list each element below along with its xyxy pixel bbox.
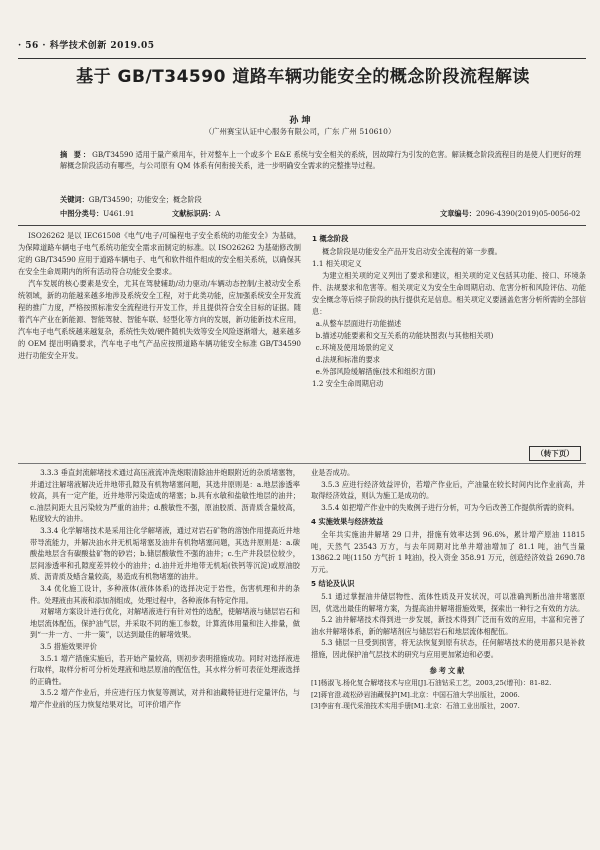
clc-number xyxy=(60,209,134,219)
paragraph: 5.1 通过掌握油井储层物性、流体性质及开发状况，可以准确判断出油井堵塞原因，优选出最佳的解堵方案，为提高油井解堵措施效果，探索出一种行之有效的方法。 xyxy=(311,591,585,613)
doc-code-value: A xyxy=(215,209,221,218)
list-item: d.法规和标准的要求 xyxy=(315,355,380,364)
reference-item: [3]李宙有.现代采油技术实用手册[M].北京：石油工业出版社，2007. xyxy=(311,702,520,711)
keywords-text: GB/T34590；功能安全；概念阶段 xyxy=(88,195,202,204)
article-no-value: 2096-4390(2019)05-0056-02 xyxy=(475,209,581,218)
paragraph: 汽车发展的核心要素是安全，尤其在驾驶辅助/动力驱动/车辆动态控制/主被动安全系统领域，新的功能越来越多地涉及系统安全工程，对于此类功能，应加强系统安全开发流程的推广力度，严格按照标准安全流程进行开发工作，并且提供符合安全目标的证据。随着汽车产业在新能源、智能驾驶、智能车联、轻型化等方向的发展，新功能新技术应用，汽车电子电气系统越来越复杂，系统性失效/硬件随机失效等安全风险逐渐增大，越来越多的 OEM 提出明确要求，汽车电子电气产品应按照道路车辆功能安全标准 GB/T34590 进行功能安全开发。 xyxy=(18,279,301,360)
keywords xyxy=(60,195,202,205)
paragraph: 5.2 油井解堵技术得到进一步发展，新技术得到广泛而有效的应用，丰富和完善了油水井解堵体系，新的解堵剂应与储层岩石和地层流体相配伍。 xyxy=(311,615,585,636)
list-item: b.描述功能要素和交互关系的功能块图表(与其他相关项) xyxy=(315,331,494,340)
paragraph: 对解堵方案设计进行优化，对解堵液进行有针对性的选配，使解堵液与储层岩石和地层流体配伍，保护油气层，并采取不同的施工参数，计算流体用量和注入排量，做到“一井一方、一井一策”，以达到最佳的解堵效果。 xyxy=(30,607,300,640)
paragraph: 3.3.3 垂直封流解堵技术通过高压液流冲洗炮眼清除油井炮眼附近的杂质堵塞物，并通过注解堵液解决近井地带孔隙及有机物堵塞问题，其选井原则是：a.地层渗透率较高，具有一定产能，近井地带污染造成的堵塞；b.具有水敏和盐敏性地层的油井；c.油层间距大且污染较为严重的油井；d.酸敏性不强，原油胶质、沥青质含量较高，粘度较大的油井。 xyxy=(30,468,300,524)
abstract-text: GB/T34590 适用于量产乘用车，针对整车上一个或多个 E&E 系统与安全相关的系统，因故障行为引发的危害。解读概念阶段流程目的是使人们更好的理解概念阶段活动有哪些，与公司原有 QM 体系有何衔接关系，进一步明确安全需求的完整推导过程。 xyxy=(60,150,581,170)
paragraph: 全年共实施油井解堵 29 口井，措施有效率达到 96.6%，累计增产原油 11815 吨，天然气 23543 万方，与去年同期对比单井增油增加了 81.1 吨，油气当量 13862.2 吨(1150 方气折 1 吨油)，投入资金 358.91 万元，创造经济效益 2690.78 万元。 xyxy=(311,529,585,574)
keywords-label: 关键词： xyxy=(60,195,89,204)
header-rule xyxy=(18,58,586,59)
lower-left-column xyxy=(30,467,300,710)
list-item: c.环境及使用场景的定义 xyxy=(315,343,394,352)
subsection-heading: 1.2 安全生命周期启动 xyxy=(312,379,384,388)
doc-code-label: 文献标识码： xyxy=(172,209,216,218)
list-item: a.从整车层面进行功能描述 xyxy=(315,319,402,328)
author: 孙 坤 xyxy=(289,116,311,126)
upper-left-column xyxy=(18,230,301,362)
clc-value: U461.91 xyxy=(103,209,135,218)
abstract xyxy=(60,149,588,171)
section-divider xyxy=(18,463,586,464)
clc-label: 中图分类号： xyxy=(60,209,104,218)
paragraph: ISO26262 是以 IEC61508《电气/电子/可编程电子安全系统的功能安全》为基础，为保障道路车辆电子电气系统功能安全需求而制定的标准。以 ISO26262 为基础修改制定的 GB/T34590 应用于道路车辆电子、电气和软件组件组成的安全相关系统，以确保其在安全生命周期内的所有活动符合功能安全要求。 xyxy=(18,231,301,276)
affiliation: （广州赛宝认证中心服务有限公司，广东 广州 510610） xyxy=(204,127,396,136)
running-header: · 56 · 科学技术创新 2019.05 xyxy=(18,41,155,51)
paragraph: 3.5.1 增产措施实施后，若开始产量较高，则初步表明措施成功。同时对选择液进行取样，取样分析可分析处理液和地层原油的配伍性，其水样分析可表征处理液选择的正确性。 xyxy=(30,653,300,686)
paragraph: 3.5.4 如把增产作业中的失败例子进行分析，可为今后改善工作提供所需的资料。 xyxy=(321,502,579,512)
paragraph: 为建立相关项的定义列出了要求和建议，相关项的定义包括其功能、接口、环境条件、法规要求和危害等。相关项定义为安全生命周期启动、危害分析和风险评估、功能安全概念等后续子阶段的执行提供充足信息。相关项定义要涵盖危害分析所需的全部信息： xyxy=(312,271,586,316)
paragraph: 3.4 优化施工设计，多种液体(液体体系)的选择决定于岩性，伤害机理和井的条件。处理液由其液和添加剂组成，处理过程中，各种液体有特定作用。 xyxy=(30,583,300,605)
paragraph: 3.5.2 增产作业后，并应进行压力恢复等测试，对并和油藏特征进行定量评估，与增产作业前的压力恢复结果对比，可评价增产作 xyxy=(30,688,300,709)
abstract-label: 摘 要： xyxy=(60,150,93,159)
section-heading: 1 概念阶段 xyxy=(312,234,349,243)
article-number xyxy=(440,209,580,219)
document-code xyxy=(172,209,220,219)
article-title: 基于 GB/T34590 道路车辆功能安全的概念阶段流程解读 xyxy=(76,67,530,87)
reference-item: [2]蒋官澄.疏松砂岩油藏保护[M].北京：中国石油大学出版社，2006. xyxy=(311,690,520,699)
paragraph: 5.3 储层一旦受到损害，将无法恢复到原有状态，任何解堵技术的使用都只是补救措施，因此保护油气层技术的研究与应用更加紧迫和必要。 xyxy=(311,638,585,659)
section-heading: 4 实施效果与经济效益 xyxy=(311,517,384,527)
article-no-label: 文章编号： xyxy=(440,209,476,218)
subsection-heading: 3.5 措施效果评价 xyxy=(40,641,97,651)
section-heading: 5 结论及认识 xyxy=(311,579,355,589)
lower-right-column xyxy=(311,467,585,713)
paragraph: 概念阶段是功能安全产品开发启动安全流程的第一步骤。 xyxy=(322,247,502,256)
continued-label: （转下页） xyxy=(529,446,581,461)
references-heading: 参考文献 xyxy=(429,665,467,675)
upper-right-column xyxy=(312,230,586,390)
list-item: e.外部风险缓解措施(技术和组织方面) xyxy=(315,367,436,376)
paragraph: 业是否成功。 xyxy=(311,468,355,477)
meta-rule xyxy=(18,225,586,226)
reference-item: [1]杨淑飞.杨化复合解堵技术与应用[J].石油钻采工艺，2003,25(增刊)：81-82. xyxy=(311,679,552,688)
paragraph: 3.3.4 化学解堵技术是采用注化学解堵液，通过对岩石矿物的溶蚀作用提高近井地带导流能力，并解决油水井无机垢堵塞及油井有机物堵塞问题，其选井原则是：a.碳酸盐地层含有碳酸盐矿物的砂岩；b.储层酸敏性不强的油井；c.生产井段层位较少，层间渗透率和孔隙度差异较小的油井；d.油井近井地带无机垢(铁钙等沉淀)或原油胶质、沥青质及蜡含量较高，易造成有机物堵塞的油井。 xyxy=(30,525,300,582)
paragraph: 3.5.3 应进行经济效益评价，若增产作业后，产油量在较长时间内比作业前高，并取得经济效益，则认为施工是成功的。 xyxy=(311,479,585,501)
subsection-heading: 1.1 相关项定义 xyxy=(312,259,362,268)
